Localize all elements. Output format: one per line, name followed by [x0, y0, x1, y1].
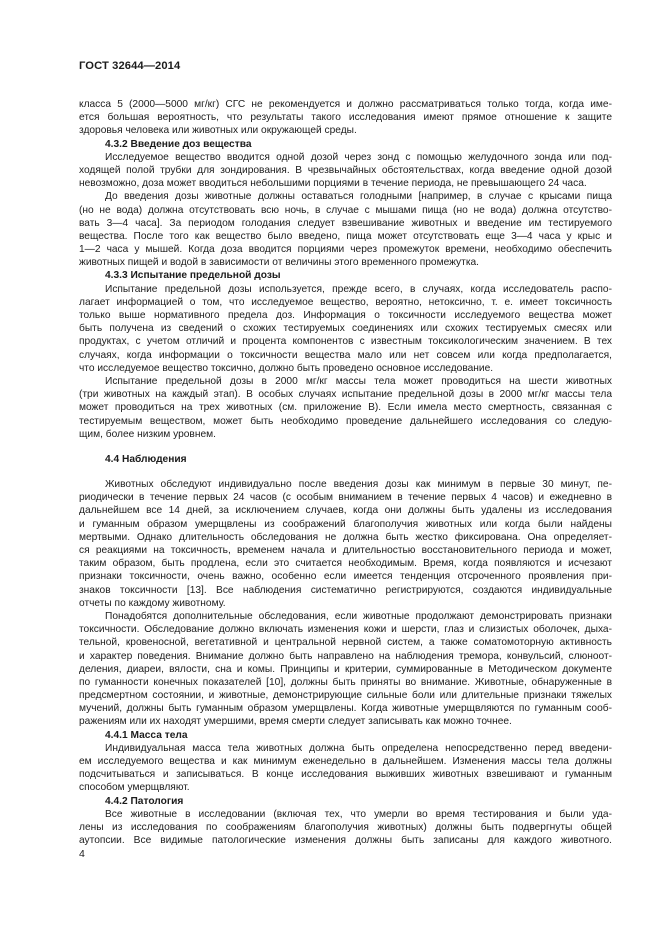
paragraph-line: лены из исследования по соображениям благополучия животных) должны быть подвергнуты общей — [79, 821, 612, 833]
document-body — [79, 98, 612, 847]
paragraph-line: Понадобятся дополнительные обследования, если животные продолжают демонстрировать признаки — [105, 610, 612, 622]
paragraph-line: что исследуемое вещество токсично, должно быть проведено основное исследование. — [79, 362, 494, 374]
paragraph-line: класса 5 (2000—5000 мг/кг) СГС не рекомендуется и должно рассматриваться только тогда, когда име- — [79, 99, 612, 110]
paragraph-line: щим, более низким уровнем. — [79, 428, 216, 440]
paragraph-line: Испытание предельной дозы используется, прежде всего, в случаях, когда исследователь распо- — [105, 283, 612, 295]
paragraph-line: Индивидуальная масса тела животных должна быть определена непосредственно перед введени- — [105, 742, 612, 754]
paragraph-line: знаков токсичности [13]. Все наблюдения систематично регистрируются, создаются индивидуальные — [79, 584, 612, 596]
paragraph-line: случаях, когда информации о токсичности вещества мало или нет совсем или когда предполагается, — [79, 349, 612, 361]
paragraph-line: ражениям или их находят умершими, время смерти следует записывать как можно точнее. — [79, 716, 512, 728]
paragraph-line: риодически в течение первых 24 часов (с особым вниманием в течение первых 4 часов) и ежедневно в — [79, 492, 612, 504]
paragraph-line: признаки токсичности, очень важно, особенно если имеется тенденция отсроченного проявления при- — [79, 571, 612, 583]
paragraph-line: мертвыми. Однако длительность обследования не должна быть жестко фиксирована. Она определяет- — [79, 531, 612, 543]
section-heading: 4.4.1 Масса тела — [105, 729, 188, 741]
paragraph-line: отчеты по каждому животному. — [79, 597, 226, 609]
paragraph-line: Исследуемое вещество вводится одной дозой через зонд с помощью желудочного зонда или под- — [105, 151, 612, 163]
section-heading: 4.3.2 Введение доз вещества — [105, 138, 252, 150]
paragraph-line: ем исследуемого вещества и как минимум еженедельно в дальнейшем. Изменения массы тела должны — [79, 756, 612, 767]
paragraph-line: вать 3—4 часа]. За периодом голодания следует взвешивание животных и введение им тестируемого — [79, 217, 612, 229]
paragraph-line: животных пищей и водой в зависимости от величины этого временного промежутка. — [79, 257, 479, 269]
paragraph-line: предсмертном состоянии, и животные, демонстрирующие сильные боли или длительные признаки тяжелых — [79, 690, 612, 702]
paragraph-line: по гуманности конечных показателей [10], должны быть приняты во внимание. Животные, обнаруженные в — [79, 676, 612, 688]
paragraph-line: и гуманным образом умерщвлены из соображений благополучия животных или когда были найдены — [79, 518, 612, 530]
paragraph-line: тестируемым веществом, может быть необходимо проведение дальнейшего исследования со следую- — [79, 415, 612, 427]
paragraph-line: здоровья человека или животных или окружающей среды. — [79, 125, 357, 137]
paragraph-line: и характер поведения. Внимание должно быть направлено на наблюдения тремора, конвульсий, слюноот- — [79, 650, 612, 662]
section-spacer — [79, 441, 612, 453]
paragraph-line: деления, диареи, вялости, сна и комы. Принципы и критерии, суммированные в Методическом документе — [79, 663, 612, 675]
paragraph-line: (три животных на каждый этап). В особых случаях испытание предельной дозы в 2000 мг/кг массы тела — [79, 389, 612, 401]
paragraph-line: Животных обследуют индивидуально после введения дозы как минимум в первые 30 минут, пе- — [105, 479, 612, 491]
section-heading: 4.4 Наблюдения — [105, 453, 187, 465]
paragraph-line: (но не вода) должна отсутствовать всю ночь, в случае с мышами пища (но не вода) должна отсутство- — [79, 204, 612, 216]
paragraph-line: подсчитываться и записываться. В конце исследования выживших животных взвешивают и гуманным — [79, 769, 612, 781]
section-spacer — [79, 466, 612, 478]
paragraph-line: Испытание предельной дозы в 2000 мг/кг массы тела может проводиться на шести животных — [105, 375, 612, 387]
paragraph-line: аутопсии. Все видимые патологические изменения должны быть записаны для каждого животного. — [79, 835, 612, 847]
page-number: 4 — [79, 848, 85, 860]
paragraph-line: токсичности. Обследование должно включать изменения кожи и шерсти, глаз и слизистых оболочек, дыха- — [79, 624, 612, 636]
section-heading: 4.3.3 Испытание предельной дозы — [105, 270, 281, 282]
section-heading: 4.4.2 Патология — [105, 795, 184, 807]
paragraph-line: тельной, кровеносной, вегетативной и центральной нервной систем, а также соматомоторную активность — [79, 637, 612, 649]
paragraph-line: До введения дозы животные должны оставаться голодными [например, в случае с крысами пища — [105, 191, 612, 203]
paragraph-line: быть получена из сведений о схожих тестируемых соединениях или схожих тестируемых смесях или — [79, 323, 612, 335]
paragraph-line: мучений, должны быть гуманным образом умерщвлены. Когда животные умерщвляются по гуманным сооб- — [79, 703, 612, 715]
paragraph-line: Все животные в исследовании (включая тех, что умерли во время тестирования и были уда- — [105, 808, 612, 820]
paragraph-line: может проводиться на трех животных (см. приложение В). Если имела место смертность, связанная с — [79, 402, 612, 414]
document-header: ГОСТ 32644—2014 — [79, 60, 181, 72]
paragraph-line: дальнейшем все 14 дней, за исключением случаев, когда они должны быть удалены из исследования — [79, 505, 612, 517]
paragraph-line: ся реакциями на токсичность, временем начала и длительностью восстановительного периода и может, — [79, 545, 612, 556]
paragraph-line: таким образом, быть продлена, если это считается необходимым. Время, когда появляются и исчезают — [79, 558, 612, 570]
paragraph-line: только выше нормативного предела доз. Информация о токсичности исследуемого вещества может — [79, 310, 612, 321]
paragraph-line: ходящей полой трубки для зондирования. В чрезвычайных обстоятельствах, когда введение одной дозой — [79, 164, 612, 176]
paragraph-line: вещества. После того как вещество было введено, пища может отсутствовать еще 3—4 часа у крыс и — [79, 230, 612, 242]
paragraph-line: 1—2 часа у мышей. Когда доза вводится порциями через промежуток времени, необходимо обеспечить — [79, 244, 612, 256]
paragraph-line: способом умерщвляют. — [79, 782, 190, 794]
paragraph-line: продуктах, с учетом отличий и процента компонентов с известным токсикологическим значением. В тех — [79, 336, 612, 348]
paragraph-line: лагает информацией о том, что исследуемое вещество, вероятно, нетоксично, т. е. имеет токсичность — [79, 296, 612, 308]
paragraph-line: ется большая вероятность, что результаты такого исследования имеют прямое отношение к защите — [79, 112, 612, 124]
paragraph-line: невозможно, доза может вводиться небольшими порциями в течение периода, не превышающего 24 часа. — [79, 178, 587, 190]
